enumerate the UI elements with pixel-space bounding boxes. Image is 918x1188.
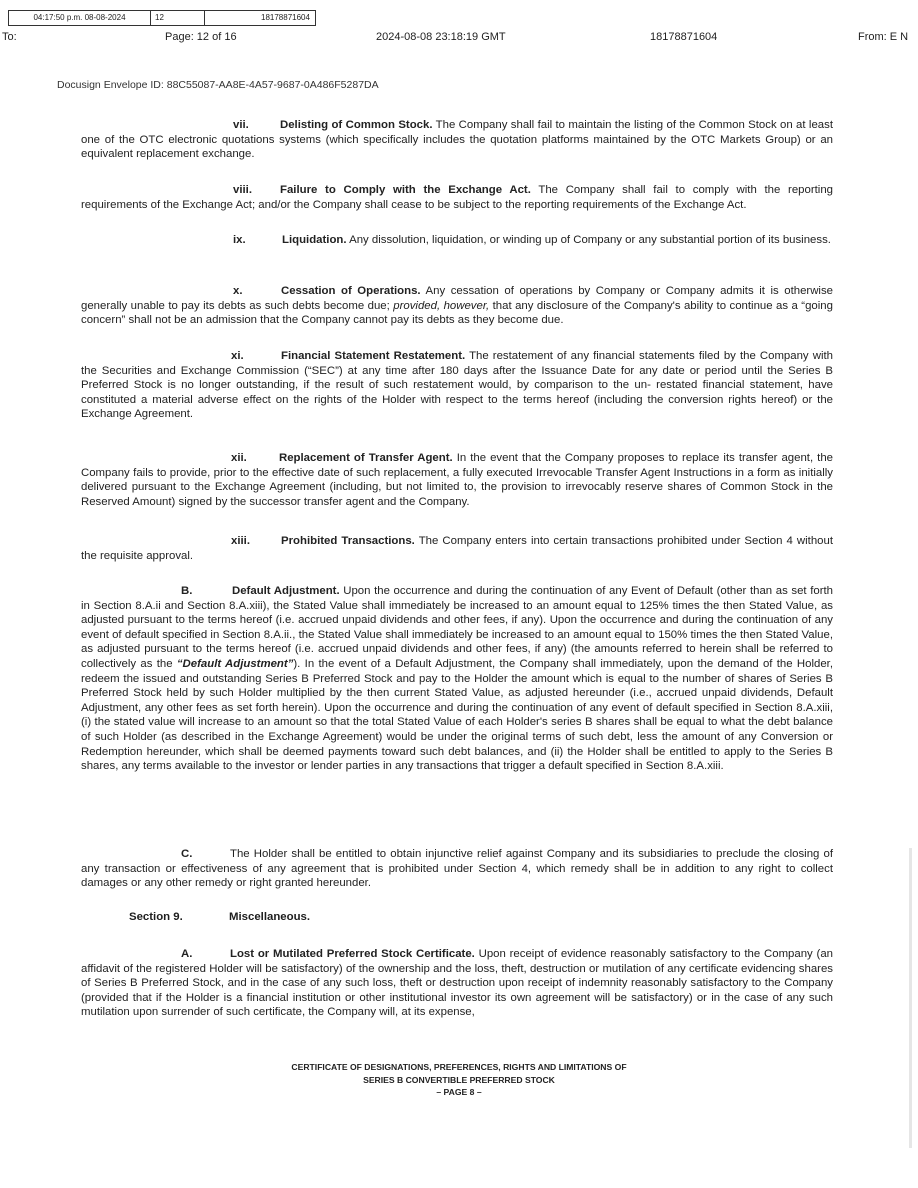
fax-sender-number: 18178871604 bbox=[650, 31, 718, 43]
paragraph-ix: ix. Liquidation. Any dissolution, liquidation, or winding up of Company or any substantial portion of its business. bbox=[233, 234, 831, 246]
paragraph-x: x. Cessation of Operations. Any cessation of operations by Company or Company admits it is otherwise generally unable to pay its debts as such debts become due; provided, however, that any disclosure of the Company's ability to continue as a “going concern” shall not be an admission that the Company cannot pay its debts as they become due. bbox=[81, 285, 833, 327]
fax-header-box bbox=[8, 10, 316, 26]
footer-line-2: SERIES B CONVERTIBLE PREFERRED STOCK bbox=[363, 1074, 555, 1085]
paragraph-vii: vii. Delisting of Common Stock. The Company shall fail to maintain the listing of the Common Stock on at least one of the OTC electronic quotations systems (which specifically includes the quotation platforms maintained by the OTC Markets Group) or an equivalent replacement exchange. bbox=[81, 119, 833, 161]
fax-info-line bbox=[0, 31, 918, 45]
fax-number: 18178871604 bbox=[261, 13, 310, 22]
paragraph-xii: xii. Replacement of Transfer Agent. In the event that the Company proposes to replace its transfer agent, the Company fails to provide, prior to the effective date of such replacement, a fully executed Irrevocable Transfer Agent Instructions in a form as initially delivered pursuant to the Exchange Agreement (including, but not limited to, the provision to irrevocably reserve shares of Common Stock in the Reserved Amount) signed by the successor transfer agent and the Company. bbox=[81, 452, 833, 508]
fax-timestamp: 2024-08-08 23:18:19 GMT bbox=[376, 31, 506, 43]
section-9-heading: Section 9. Miscellaneous. bbox=[129, 911, 311, 923]
scan-artifact bbox=[909, 848, 912, 1148]
paragraph-xi: xi. Financial Statement Restatement. The restatement of any financial statements filed by the Company with the Securities and Exchange Commission (“SEC”) at any time after 180 days after the Issuance Date for any date or period until the Series B Preferred Stock is no longer outstanding, if the result of such restatement would, by comparison to the un- restated financial statement, have constituted a material adverse effect on the rights of the Holder with respect to the terms hereof (including the conversion rights hereof) or the Exchange Agreement. bbox=[81, 350, 833, 421]
paragraph-b-default-adjustment: B. Default Adjustment. Upon the occurrence and during the continuation of any Event of Default (other than as set forth in Section 8.A.ii and Section 8.A.xiii), the Stated Value shall immediately be increased to an amount equal to 125% times the then Stated Value, as adjusted pursuant to the terms hereof (i.e. accrued unpaid dividends and other fees, if any). Upon the occurrence and during the continuation of any event of default specified in Section 8.A.ii., the Stated Value shall immediately be increased to an amount equal to 150% times the then Stated Value, as adjusted pursuant to the terms hereof (i.e. accrued unpaid dividends and other fees, if any) (the amounts referred to herein shall be referred to collectively as the “Default Adjustment”). In the event of a Default Adjustment, the Company shall immediately, upon the demand of the Holder, redeem the issued and outstanding Series B Preferred Stock and pay to the Holder the amount which is equal to the number of shares of Series B Preferred Stock held by such Holder multiplied by the then current Stated Value, as adjusted hereunder (i.e., accrued unpaid dividends, Default Adjustment, any other fees as set forth herein). Upon the occurrence and during the continuation of any event of default specified in Section 8.A.xiii, (i) the stated value will increase to an amount so that the total Stated Value of each Holder's series B shares shall be equal to what the debt balance of such Holder (as described in the Exchange Agreement) would be under the original terms of such debt, less the amount of any Conversion or Redemption hereunder, which shall be deemed payments toward such debt balances, and (ii) the Holder shall be entitled to apply to the Series B shares, any terms available to the investor or lender parties in any transactions that trigger a default specified in Section 8.A.xiii. bbox=[81, 585, 833, 773]
fax-page: Page: 12 of 16 bbox=[165, 31, 237, 43]
envelope-id: Docusign Envelope ID: 88C55087-AA8E-4A57-9687-0A486F5287DA bbox=[57, 79, 379, 91]
footer-page-number: – PAGE 8 – bbox=[436, 1087, 482, 1097]
footer-line-1: CERTIFICATE OF DESIGNATIONS, PREFERENCES, RIGHTS AND LIMITATIONS OF bbox=[291, 1062, 627, 1072]
fax-page-number: 12 bbox=[151, 11, 205, 25]
fax-from: From: E N bbox=[858, 31, 909, 43]
paragraph-xiii: xiii. Prohibited Transactions. The Company enters into certain transactions prohibited under Section 4 without the requisite approval. bbox=[81, 535, 833, 562]
paragraph-c: C. The Holder shall be entitled to obtain injunctive relief against Company and its subsidiaries to preclude the closing of any transaction or effectiveness of any agreement that is prohibited under Section 4, which remedy shall be in addition to any right to collect damages or any other remedy or right granted hereunder. bbox=[81, 848, 833, 890]
page-footer bbox=[0, 1061, 918, 1099]
paragraph-a-lost-certificate: A. Lost or Mutilated Preferred Stock Certificate. Upon receipt of evidence reasonably satisfactory to the Company (an affidavit of the registered Holder will be satisfactory) of the ownership and the loss, theft, destruction or mutilation of any certificate evidencing shares of Series B Preferred Stock, and in the case of any such loss, theft or destruction upon receipt of indemnity reasonably satisfactory to the Company (provided that if the Holder is a financial institution or other institutional investor its own agreement will be satisfactory) or in the case of any such mutilation upon surrender of such certificate, the Company will, at its expense, bbox=[81, 948, 833, 1019]
fax-to: To: bbox=[2, 31, 17, 43]
paragraph-viii: viii. Failure to Comply with the Exchange Act. The Company shall fail to comply with the reporting requirements of the Exchange Act; and/or the Company shall cease to be subject to the reporting requirements of the Exchange Act. bbox=[81, 184, 833, 211]
fax-time: 04:17:50 p.m. 08-08-2024 bbox=[9, 11, 151, 25]
